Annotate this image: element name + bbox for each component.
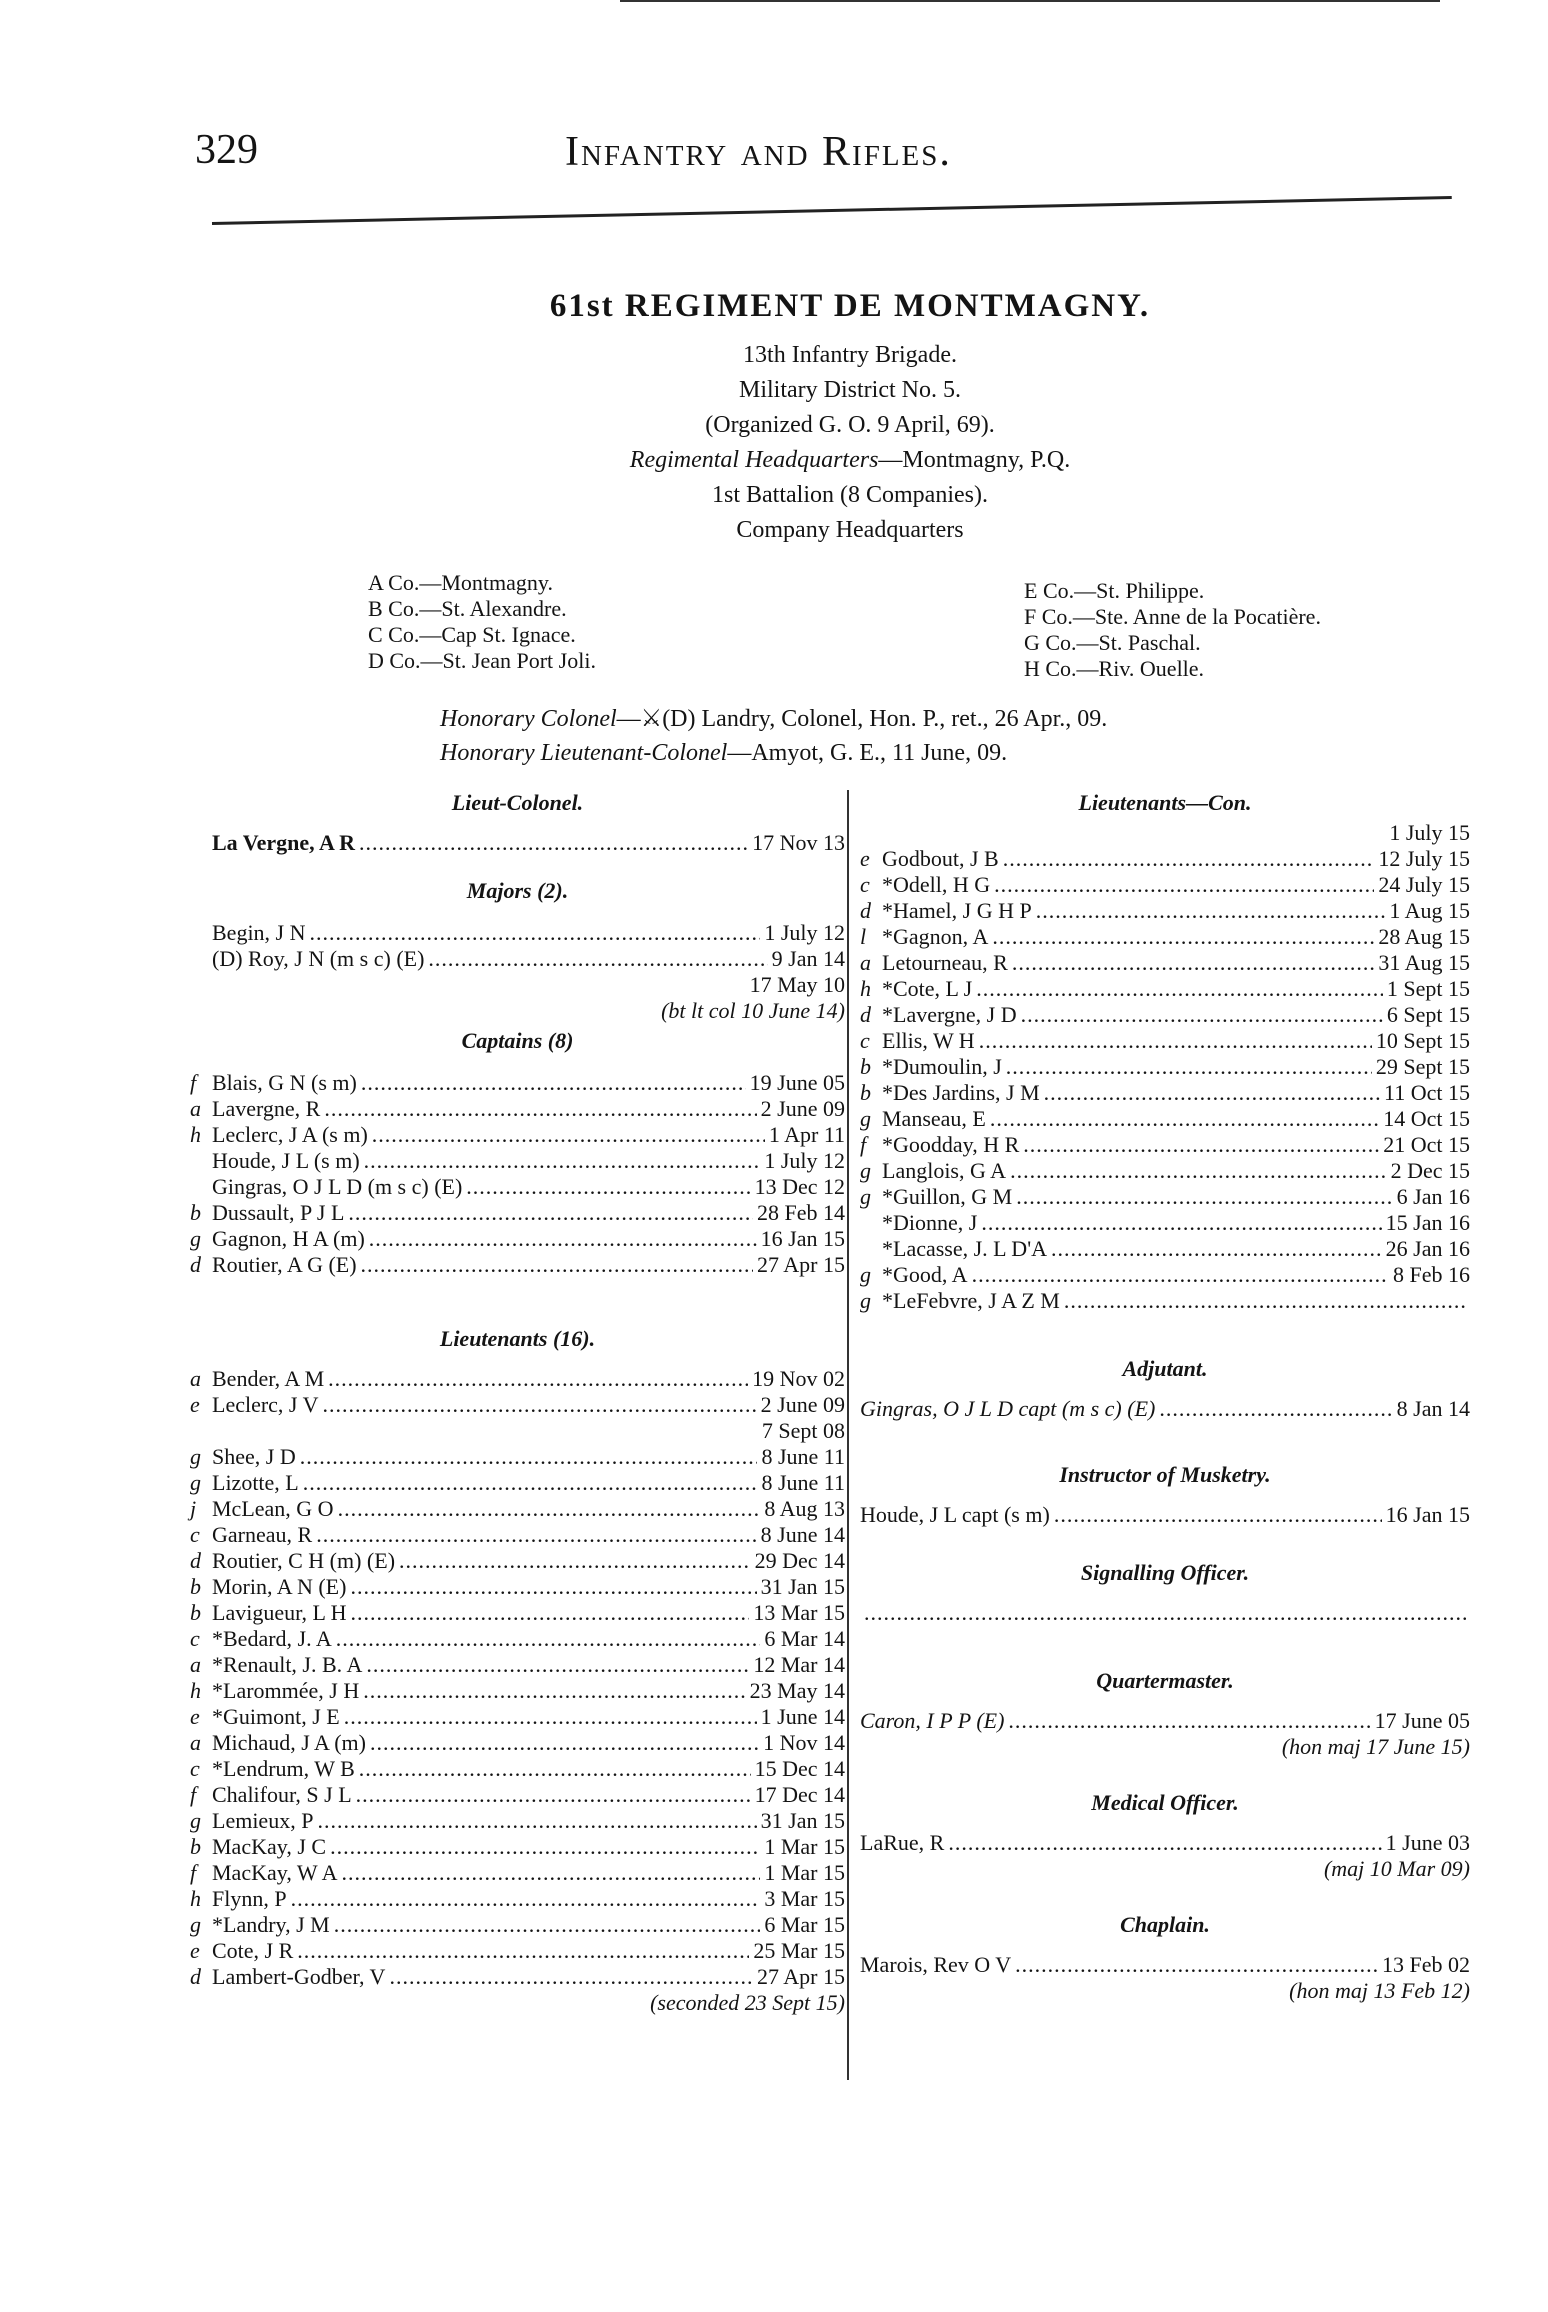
appointment-date: 15 Dec 14: [754, 1756, 845, 1781]
company-letter: h: [190, 1886, 201, 1911]
company-letter: g: [190, 1226, 201, 1251]
appointment-date: 1 July 12: [764, 1148, 845, 1173]
medical-date: 1 June 03: [1385, 1830, 1470, 1855]
signalling-heading: Signalling Officer.: [1080, 1560, 1250, 1585]
company-letter: [190, 1148, 212, 1174]
musketry-entry: [860, 1502, 1470, 1528]
officer-name: Lizotte, L: [212, 1470, 299, 1495]
appointment-date: 8 June 14: [760, 1522, 845, 1547]
appointment-date: 8 Feb 16: [1393, 1262, 1470, 1287]
list-item: [190, 1678, 845, 1704]
appointment-date: 12 Mar 14: [753, 1652, 845, 1677]
officer-name: *Hamel, J G H P: [882, 898, 1032, 923]
officer-name: La Vergne, A R: [212, 830, 356, 855]
company-letter: d: [860, 898, 871, 923]
officer-name: *Landry, J M: [212, 1912, 330, 1937]
list-item: [860, 1106, 1470, 1132]
officer-name: *Odell, H G: [882, 872, 991, 897]
company-letter: e: [860, 846, 870, 871]
list-item: [190, 1782, 845, 1808]
list-item: [190, 1470, 845, 1496]
list-item: [190, 946, 845, 972]
list-item: [190, 1574, 845, 1600]
company-letter: [860, 820, 882, 846]
page-number: 329: [195, 127, 258, 173]
company-hq-item: A Co.—Montmagny.: [368, 570, 553, 595]
company-letter: b: [190, 1834, 201, 1859]
company-letter: d: [190, 1964, 201, 1989]
district: Military District No. 5.: [739, 377, 961, 403]
officer-name: Lavergne, R: [212, 1096, 321, 1121]
company-letter: [190, 1418, 212, 1444]
honorary-colonel: [440, 702, 1340, 736]
list-item: [190, 1964, 845, 1990]
lieutenants-con-heading: Lieutenants—Con.: [1078, 790, 1252, 815]
appointment-date: 14 Oct 15: [1383, 1106, 1470, 1131]
officer-name: *Renault, J. B. A: [212, 1652, 363, 1677]
battalion: 1st Battalion (8 Companies).: [712, 482, 988, 508]
officer-name: Gingras, O J L D (m s c) (E): [212, 1174, 463, 1199]
lt-colonel-heading: Lieut-Colonel.: [451, 790, 584, 815]
company-hq-item: F Co.—Ste. Anne de la Pocatière.: [1024, 604, 1321, 629]
appointment-date: 26 Jan 16: [1385, 1236, 1470, 1261]
list-item: [190, 1808, 845, 1834]
officer-name: Godbout, J B: [882, 846, 999, 871]
company-hq-item: H Co.—Riv. Ouelle.: [1024, 656, 1205, 681]
appointment-date: 1 Mar 15: [764, 1834, 845, 1859]
appointment-date: 7 Sept 08: [761, 1418, 845, 1443]
company-hq-item: C Co.—Cap St. Ignace.: [368, 622, 576, 647]
appointment-date: 17 Dec 14: [754, 1782, 845, 1807]
list-item: [860, 820, 1470, 846]
appointment-date: 31 Jan 15: [760, 1574, 845, 1599]
list-item: [860, 872, 1470, 898]
company-letter: b: [190, 1600, 201, 1625]
captains-heading: Captains (8): [461, 1028, 574, 1053]
right-column: [860, 790, 1470, 2004]
officer-name: Lambert-Godber, V: [212, 1964, 386, 1989]
lieutenants-con-list: [860, 820, 1470, 1314]
company-letter: c: [190, 1756, 200, 1781]
company-letter: l: [860, 924, 867, 949]
list-item: [190, 1392, 845, 1418]
list-item: [190, 1600, 845, 1626]
company-letter: g: [190, 1444, 201, 1469]
appointment-date: 28 Aug 15: [1378, 924, 1470, 949]
officer-name: (D) Roy, J N (m s c) (E): [212, 946, 425, 971]
company-letter: a: [190, 1096, 201, 1121]
list-item: [190, 1200, 845, 1226]
hq-value: —Montmagny, P.Q.: [878, 447, 1071, 473]
list-item: [860, 1054, 1470, 1080]
list-item: [190, 1704, 845, 1730]
company-letter: c: [190, 1626, 200, 1651]
list-item: [860, 1132, 1470, 1158]
lieutenants-heading: Lieutenants (16).: [439, 1326, 596, 1351]
list-item: [190, 1912, 845, 1938]
officer-name: MacKay, J C: [212, 1834, 327, 1859]
medical-heading: Medical Officer.: [1091, 1790, 1239, 1815]
organized: (Organized G. O. 9 April, 69).: [705, 412, 995, 438]
appointment-date: 15 Jan 16: [1385, 1210, 1470, 1235]
officer-name: *Gagnon, A: [882, 924, 989, 949]
header-rule: [212, 196, 1452, 225]
appointment-date: 25 Mar 15: [753, 1938, 845, 1963]
chaplain-name: Marois, Rev O V: [860, 1952, 1012, 1977]
appointment-date: 8 June 11: [761, 1470, 845, 1495]
company-letter: f: [860, 1132, 867, 1157]
company-letter: d: [190, 1252, 201, 1277]
officer-name: Leclerc, J A (s m): [212, 1122, 368, 1147]
appointment-date: 29 Sept 15: [1375, 1054, 1470, 1079]
company-hq-heading: Company Headquarters: [736, 517, 964, 543]
list-item: [190, 1496, 845, 1522]
company-letter: [860, 1236, 882, 1262]
officer-name: Morin, A N (E): [212, 1574, 347, 1599]
officer-name: Routier, C H (m) (E): [212, 1548, 396, 1573]
appointment-date: 1 Aug 15: [1389, 898, 1470, 923]
appointment-date: 2 June 09: [760, 1392, 845, 1417]
company-letter: h: [860, 976, 871, 1001]
company-letter: g: [190, 1912, 201, 1937]
companies-left: [368, 570, 596, 674]
officer-name: Leclerc, J V: [212, 1392, 319, 1417]
officer-name: *Lendrum, W B: [212, 1756, 355, 1781]
officer-name: *Guimont, J E: [212, 1704, 340, 1729]
list-item: [860, 1288, 1470, 1314]
quartermaster-note: (hon maj 17 June 15): [1281, 1734, 1470, 1759]
company-letter: [190, 920, 212, 946]
company-letter: g: [190, 1808, 201, 1833]
officer-name: Bender, A M: [212, 1366, 325, 1391]
company-letter: g: [860, 1262, 871, 1287]
musketry-date: 16 Jan 15: [1385, 1502, 1470, 1527]
officer-name: Begin, J N: [212, 920, 306, 945]
company-letter: f: [190, 1860, 197, 1885]
list-item: [190, 1070, 845, 1096]
honorary-lt-colonel-label: Honorary Lieutenant-Colonel: [440, 740, 728, 766]
captains-list: [190, 1070, 845, 1278]
officer-name: Cote, J R: [212, 1938, 294, 1963]
company-letter: e: [190, 1704, 200, 1729]
list-item: [190, 1834, 845, 1860]
list-item: [190, 1444, 845, 1470]
quartermaster-heading: Quartermaster.: [1096, 1668, 1234, 1693]
chaplain-entry: [860, 1952, 1470, 2004]
list-item: [860, 924, 1470, 950]
officer-name: *LeFebvre, J A Z M: [882, 1288, 1060, 1313]
company-letter: c: [860, 872, 870, 897]
lieutenants-note: (seconded 23 Sept 15): [650, 1990, 845, 2015]
company-letter: g: [860, 1158, 871, 1183]
company-letter: b: [860, 1080, 871, 1105]
medical-name: LaRue, R: [860, 1830, 945, 1855]
officer-name: *Larommée, J H: [212, 1678, 360, 1703]
list-item: [190, 1886, 845, 1912]
appointment-date: 17 Nov 13: [752, 830, 845, 855]
appointment-date: 19 June 05: [749, 1070, 845, 1095]
officer-name: Manseau, E: [882, 1106, 986, 1131]
list-item: [190, 1252, 845, 1278]
lt-colonel-list: [190, 830, 845, 856]
appointment-date: 6 Mar 14: [764, 1626, 845, 1651]
signalling-entry: [860, 1600, 1470, 1626]
honorary-colonel-label: Honorary Colonel: [440, 706, 617, 732]
company-letter: c: [190, 1522, 200, 1547]
list-item: [860, 898, 1470, 924]
list-item: [190, 1730, 845, 1756]
company-letter: [190, 972, 212, 998]
officer-name: *Guillon, G M: [882, 1184, 1013, 1209]
appointment-date: 1 Sept 15: [1386, 976, 1470, 1001]
officer-name: *Bedard, J. A: [212, 1626, 332, 1651]
honorary-lt-colonel: [440, 736, 1340, 770]
regimental-hq: [300, 443, 1400, 478]
list-item: [190, 1174, 845, 1200]
list-item: [860, 1028, 1470, 1054]
appointment-date: 17 May 10: [749, 972, 845, 997]
appointment-date: 11 Oct 15: [1384, 1080, 1470, 1105]
company-letter: b: [860, 1054, 871, 1079]
appointment-date: 23 May 14: [749, 1678, 845, 1703]
top-rule: [620, 0, 1440, 2]
company-letter: a: [860, 950, 871, 975]
appointment-date: 6 Sept 15: [1386, 1002, 1470, 1027]
officer-name: Houde, J L (s m): [212, 1148, 360, 1173]
list-item: [190, 1652, 845, 1678]
officer-name: Lemieux, P: [212, 1808, 314, 1833]
musketry-name: Houde, J L capt (s m): [860, 1502, 1050, 1527]
company-hq-item: B Co.—St. Alexandre.: [368, 596, 567, 621]
officer-name: Gagnon, H A (m): [212, 1226, 365, 1251]
company-letter: f: [190, 1070, 197, 1095]
company-letter: e: [190, 1392, 200, 1417]
appointment-date: 28 Feb 14: [757, 1200, 845, 1225]
list-item: [860, 846, 1470, 872]
officer-name: *Lacasse, J. L D'A: [882, 1236, 1048, 1261]
company-letter: b: [190, 1574, 201, 1599]
company-letter: g: [190, 1470, 201, 1495]
company-letter: j: [190, 1496, 197, 1521]
list-item: [190, 1860, 845, 1886]
company-letter: a: [190, 1652, 201, 1677]
majors-heading: Majors (2).: [466, 878, 569, 903]
adjutant-heading: Adjutant.: [1122, 1356, 1208, 1381]
appointment-date: 2 June 09: [760, 1096, 845, 1121]
appointment-date: 1 Nov 14: [763, 1730, 845, 1755]
appointment-date: 24 July 15: [1378, 872, 1470, 897]
list-item: [860, 976, 1470, 1002]
officer-name: *Des Jardins, J M: [882, 1080, 1040, 1105]
appointment-date: 2 Dec 15: [1390, 1158, 1470, 1183]
running-head: Infantry and Rifles.: [565, 129, 952, 175]
officer-name: *Good, A: [882, 1262, 968, 1287]
company-letter: a: [190, 1730, 201, 1755]
officer-name: Routier, A G (E): [212, 1252, 357, 1277]
officer-name: *Cote, L J: [882, 976, 973, 1001]
chaplain-note: (hon maj 13 Feb 12): [1289, 1978, 1470, 2003]
medical-entry: [860, 1830, 1470, 1882]
regiment-title: 61st REGIMENT DE MONTMAGNY.: [549, 288, 1151, 324]
chaplain-date: 13 Feb 02: [1382, 1952, 1470, 1977]
officer-name: Dussault, P J L: [212, 1200, 345, 1225]
list-item: [860, 950, 1470, 976]
list-item: [860, 1002, 1470, 1028]
list-item: [190, 1626, 845, 1652]
appointment-date: 1 Apr 11: [768, 1122, 845, 1147]
appointment-date: 8 June 11: [761, 1444, 845, 1469]
appointment-date: 1 July 12: [764, 920, 845, 945]
officer-name: Lavigueur, L H: [212, 1600, 347, 1625]
appointment-date: 31 Aug 15: [1378, 950, 1470, 975]
company-letter: g: [860, 1106, 871, 1131]
appointment-date: 8 Aug 13: [764, 1496, 845, 1521]
chaplain-heading: Chaplain.: [1120, 1912, 1210, 1937]
list-item: [190, 1756, 845, 1782]
appointment-date: 6 Mar 15: [764, 1912, 845, 1937]
appointment-date: 29 Dec 14: [754, 1548, 845, 1573]
officer-name: Chalifour, S J L: [212, 1782, 352, 1807]
officer-name: Langlois, G A: [882, 1158, 1007, 1183]
appointment-date: 10 Sept 15: [1375, 1028, 1470, 1053]
left-column: [190, 790, 845, 2016]
hq-label: Regimental Headquarters: [629, 447, 879, 473]
companies-right: [1024, 578, 1321, 682]
adjutant-name: Gingras, O J L D capt (m s c) (E): [860, 1396, 1156, 1421]
officer-name: *Goodday, H R: [882, 1132, 1020, 1157]
company-letter: f: [190, 1782, 197, 1807]
officer-name: Garneau, R: [212, 1522, 313, 1547]
appointment-date: 19 Nov 02: [752, 1366, 845, 1391]
officer-name: Letourneau, R: [882, 950, 1008, 975]
list-item: [860, 1236, 1470, 1262]
adjutant-date: 8 Jan 14: [1396, 1396, 1470, 1421]
company-letter: h: [190, 1122, 201, 1147]
list-item: [190, 1096, 845, 1122]
officer-name: Ellis, W H: [882, 1028, 975, 1053]
regiment-details: [300, 338, 1400, 548]
medical-note: (maj 10 Mar 09): [1323, 1856, 1470, 1881]
officer-name: *Dumoulin, J: [882, 1054, 1002, 1079]
company-letter: [190, 830, 212, 856]
company-letter: h: [190, 1678, 201, 1703]
company-hq-item: E Co.—St. Philippe.: [1024, 578, 1205, 603]
appointment-date: 12 July 15: [1378, 846, 1470, 871]
appointment-date: 1 July 15: [1389, 820, 1470, 845]
appointment-date: 13 Mar 15: [753, 1600, 845, 1625]
appointment-date: 9 Jan 14: [771, 946, 845, 971]
company-letter: g: [860, 1288, 871, 1313]
appointment-date: 13 Dec 12: [754, 1174, 845, 1199]
officer-name: *Dionne, J: [882, 1210, 978, 1235]
list-item: [190, 1938, 845, 1964]
officer-name: Blais, G N (s m): [212, 1070, 357, 1095]
list-item: [190, 1418, 845, 1444]
brigade: 13th Infantry Brigade.: [743, 342, 957, 368]
appointment-date: 21 Oct 15: [1383, 1132, 1470, 1157]
appointment-date: 6 Jan 16: [1396, 1184, 1470, 1209]
officer-name: *Lavergne, J D: [882, 1002, 1017, 1027]
list-item: [190, 1522, 845, 1548]
officer-name: McLean, G O: [212, 1496, 334, 1521]
list-item: [860, 1262, 1470, 1288]
company-letter: b: [190, 1200, 201, 1225]
honorary-colonel-value: —⚔(D) Landry, Colonel, Hon. P., ret., 26 Apr., 09.: [616, 706, 1108, 732]
list-item: [860, 1210, 1470, 1236]
majors-note: (bt lt col 10 June 14): [661, 998, 845, 1023]
appointment-date: 27 Apr 15: [757, 1964, 845, 1989]
list-item: [860, 1080, 1470, 1106]
officer-name: MacKay, W A: [212, 1860, 338, 1885]
company-hq-item: D Co.—St. Jean Port Joli.: [368, 648, 596, 673]
list-item: [190, 830, 845, 856]
appointment-date: 16 Jan 15: [760, 1226, 845, 1251]
list-item: [190, 1366, 845, 1392]
officer-name: Michaud, J A (m): [212, 1730, 366, 1755]
list-item: [860, 1184, 1470, 1210]
quartermaster-name: Caron, I P P (E): [860, 1708, 1005, 1733]
company-letter: e: [190, 1938, 200, 1963]
company-letter: d: [190, 1548, 201, 1573]
list-item: [860, 1158, 1470, 1184]
quartermaster-entry: [860, 1708, 1470, 1760]
honorary-lt-colonel-value: —Amyot, G. E., 11 June, 09.: [727, 740, 1008, 766]
company-letter: [190, 946, 212, 972]
appointment-date: 27 Apr 15: [757, 1252, 845, 1277]
company-letter: d: [860, 1002, 871, 1027]
lieutenants-list: [190, 1366, 845, 1990]
appointment-date: 31 Jan 15: [760, 1808, 845, 1833]
company-letter: a: [190, 1366, 201, 1391]
list-item: [190, 920, 845, 946]
adjutant-entry: [860, 1396, 1470, 1422]
company-letter: c: [860, 1028, 870, 1053]
list-item: [190, 972, 845, 998]
column-divider: [847, 790, 849, 2080]
list-item: [190, 1122, 845, 1148]
quartermaster-date: 17 June 05: [1374, 1708, 1470, 1733]
company-letter: g: [860, 1184, 871, 1209]
list-item: [190, 1148, 845, 1174]
company-letter: [190, 1174, 212, 1200]
list-item: [190, 1226, 845, 1252]
officer-name: Shee, J D: [212, 1444, 296, 1469]
list-item: [190, 1548, 845, 1574]
company-letter: [860, 1210, 882, 1236]
appointment-date: 1 June 14: [760, 1704, 845, 1729]
musketry-heading: Instructor of Musketry.: [1059, 1462, 1271, 1487]
majors-list: [190, 920, 845, 998]
company-hq-item: G Co.—St. Paschal.: [1024, 630, 1201, 655]
appointment-date: 3 Mar 15: [764, 1886, 845, 1911]
officer-name: Flynn, P: [212, 1886, 287, 1911]
appointment-date: 1 Mar 15: [764, 1860, 845, 1885]
